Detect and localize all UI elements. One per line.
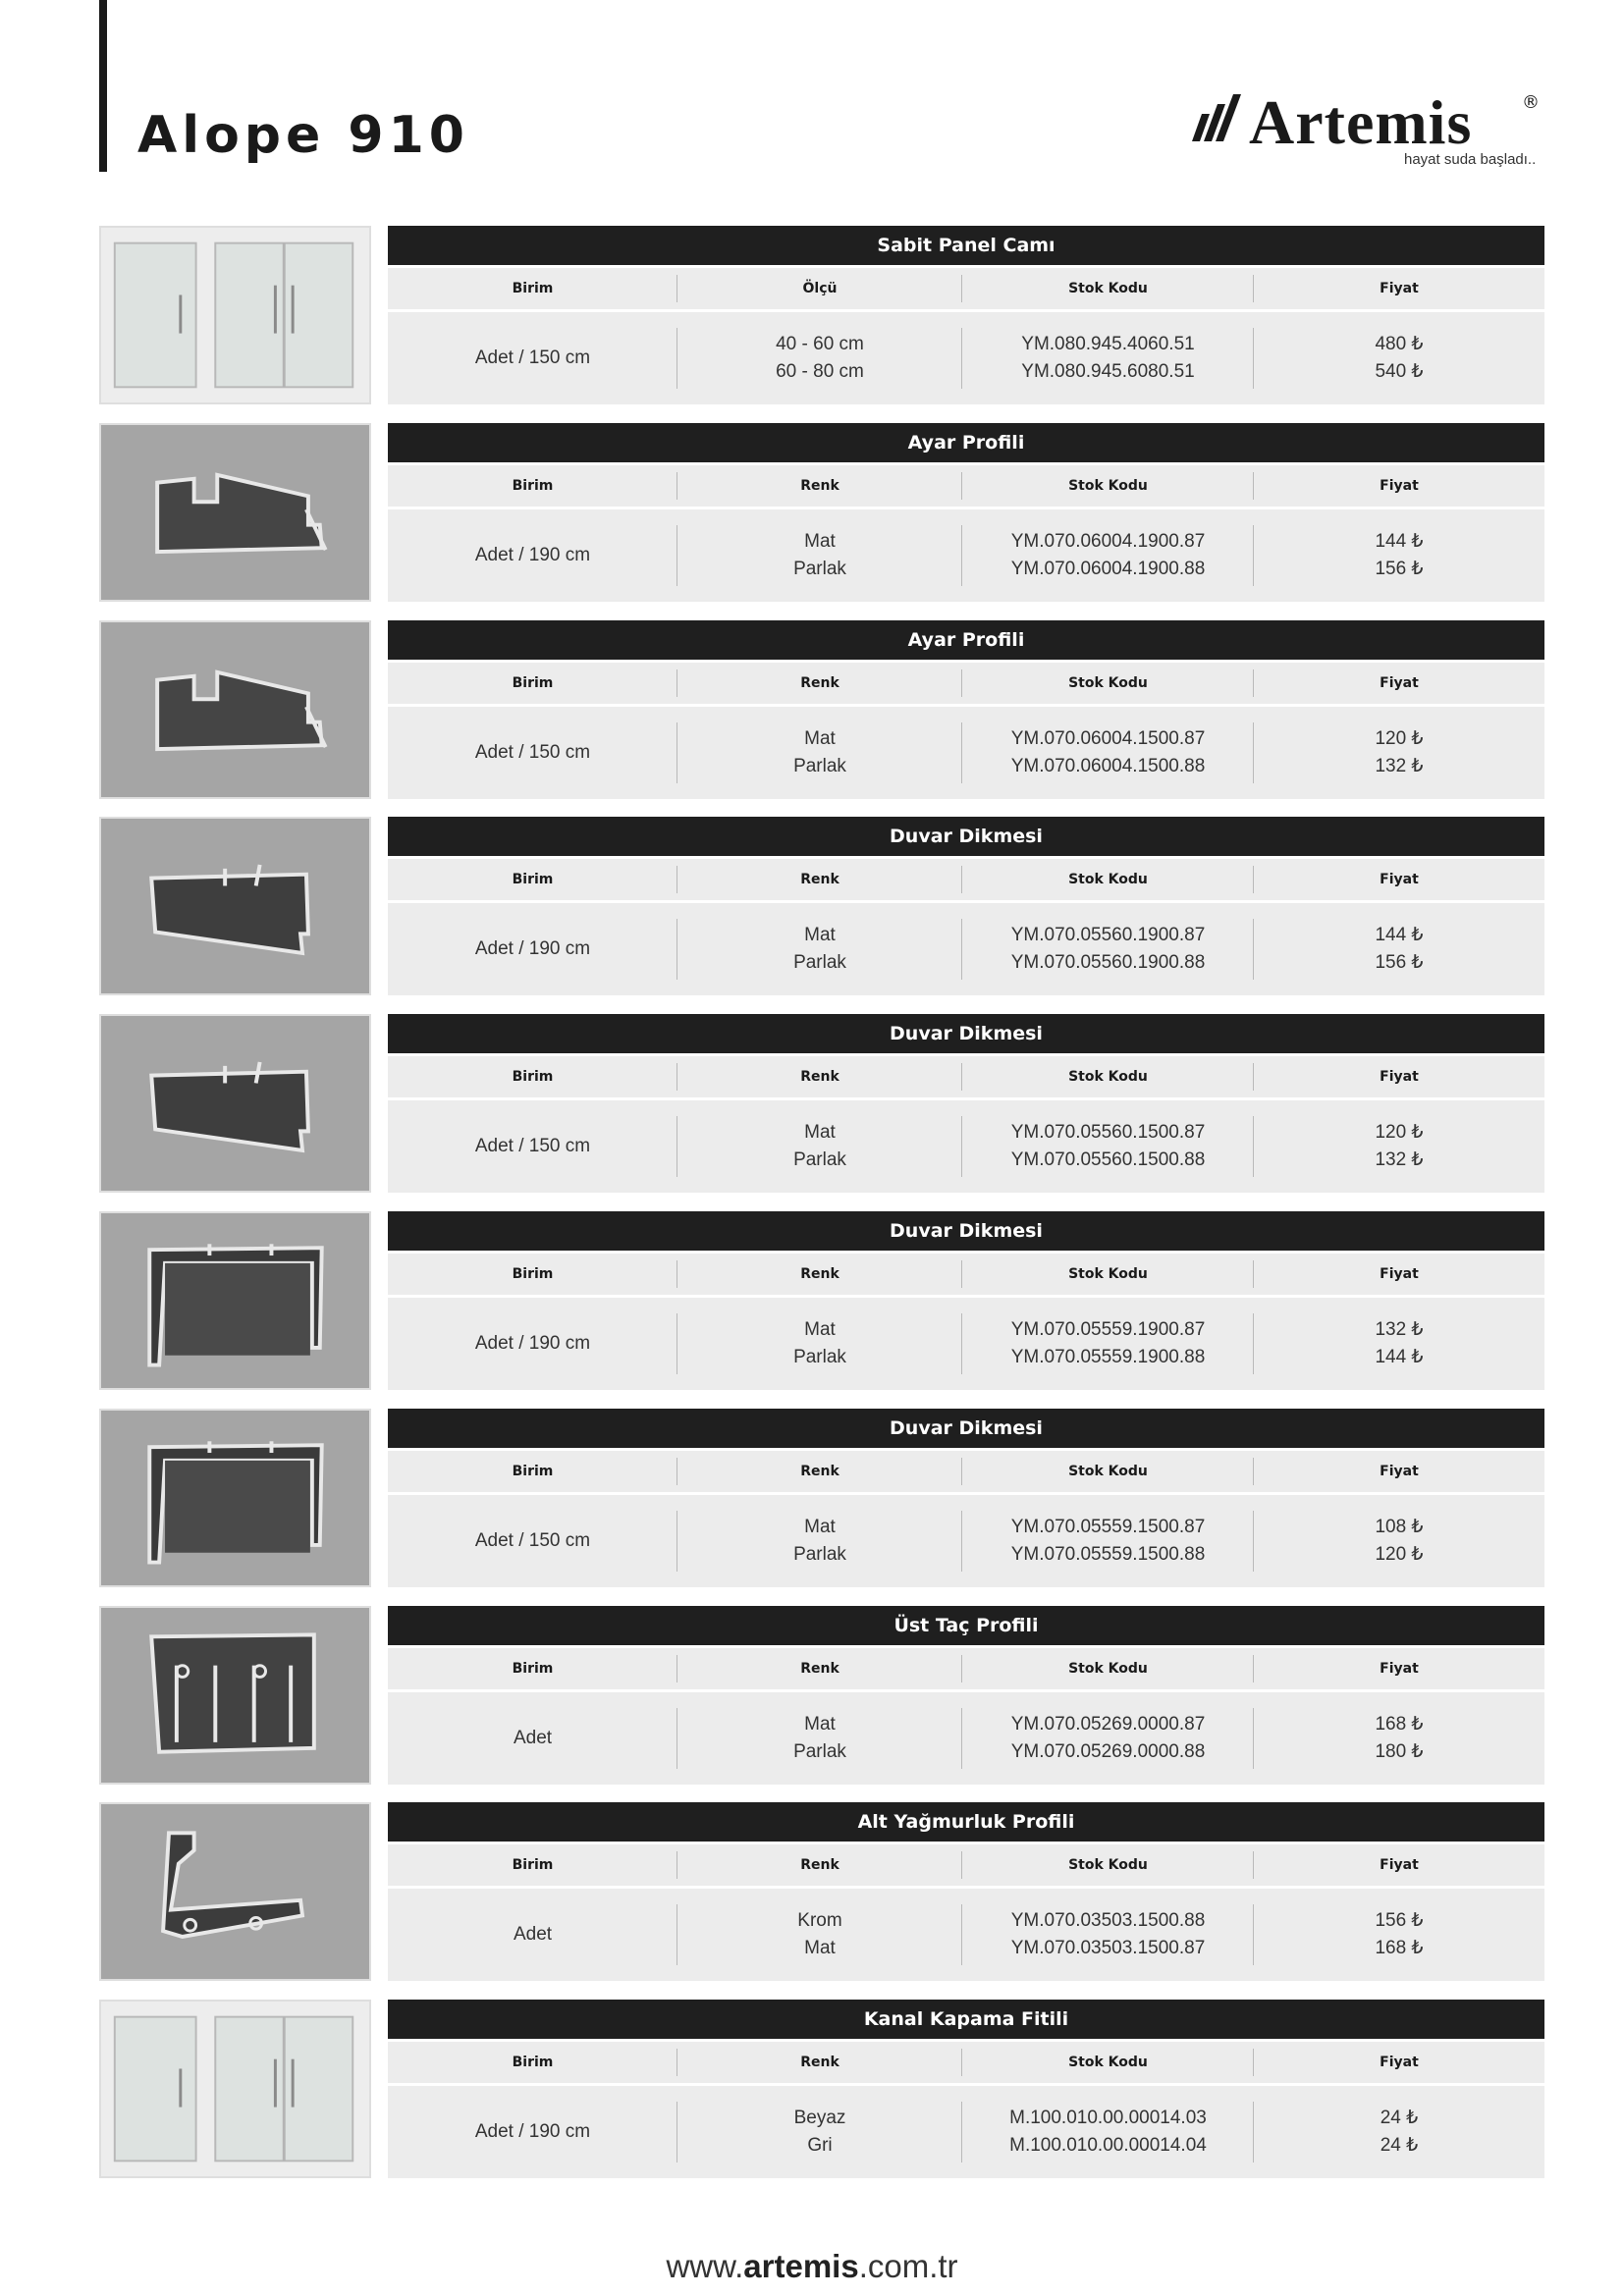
variant-value: Mat (804, 1122, 836, 1143)
variant-value: Mat (804, 1714, 836, 1735)
table-row (388, 1495, 1544, 1587)
column-divider (961, 1904, 962, 1965)
stock-code-value: YM.070.03503.1500.87 (1010, 1938, 1206, 1958)
stock-code-cell (962, 2086, 1254, 2178)
column-divider (1253, 866, 1254, 893)
price-value: 480 ₺ (1375, 334, 1424, 354)
product-section (0, 2000, 1624, 2180)
product-table (388, 1606, 1544, 1785)
variant-cell (677, 1692, 962, 1785)
column-divider (1253, 1904, 1254, 1965)
table-header-row (388, 2042, 1544, 2083)
unit-cell: Adet / 150 cm (474, 1136, 591, 1156)
product-title: Sabit Panel Camı (388, 226, 1544, 265)
variant-value: Parlak (793, 756, 846, 776)
table-row (388, 312, 1544, 404)
variant-value: Parlak (793, 559, 846, 579)
header-price: Fiyat (1380, 1069, 1419, 1085)
product-section (0, 1409, 1624, 1589)
product-title: Ayar Profili (388, 620, 1544, 660)
header-price: Fiyat (1380, 1464, 1419, 1479)
header-variant: Renk (800, 675, 839, 691)
header-price: Fiyat (1380, 1857, 1419, 1873)
stock-code-value: M.100.010.00.00014.03 (1009, 2108, 1207, 2128)
stock-code-cell (962, 1298, 1254, 1390)
product-title: Ayar Profili (388, 423, 1544, 462)
stock-code-value: YM.070.05559.1500.88 (1010, 1544, 1206, 1565)
table-header-row (388, 465, 1544, 507)
column-divider (1253, 2049, 1254, 2076)
column-divider (961, 722, 962, 783)
logo-stripes-icon (1188, 94, 1247, 143)
variant-cell (677, 1100, 962, 1193)
header-variant: Renk (800, 872, 839, 887)
price-value: 168 ₺ (1375, 1714, 1424, 1735)
column-divider (1253, 722, 1254, 783)
column-divider (961, 2102, 962, 2163)
table-row (388, 1298, 1544, 1390)
column-divider (1253, 919, 1254, 980)
header-price: Fiyat (1380, 478, 1419, 494)
product-image (99, 2000, 371, 2178)
table-row (388, 707, 1544, 799)
column-divider (961, 1116, 962, 1177)
price-cell (1254, 903, 1544, 995)
stock-code-cell (962, 1100, 1254, 1193)
header-unit: Birim (512, 1661, 554, 1677)
brand-logo (1188, 84, 1542, 173)
price-value: 540 ₺ (1375, 361, 1424, 382)
product-section (0, 423, 1624, 604)
stock-code-value: YM.070.05560.1500.88 (1010, 1149, 1206, 1170)
header-stock-code: Stok Kodu (1068, 872, 1148, 887)
product-table (388, 2000, 1544, 2178)
product-section (0, 1802, 1624, 1983)
product-image (99, 620, 371, 799)
header-unit: Birim (512, 478, 554, 494)
variant-value: Parlak (793, 1544, 846, 1565)
column-divider (1253, 1063, 1254, 1091)
variant-value: Beyaz (793, 2108, 846, 2128)
unit-cell: Adet / 190 cm (474, 1333, 591, 1354)
header-variant: Renk (800, 1069, 839, 1085)
column-divider (1253, 1511, 1254, 1572)
variant-value: Parlak (793, 952, 846, 973)
product-section (0, 1014, 1624, 1195)
column-divider (1253, 275, 1254, 302)
product-image (99, 1802, 371, 1981)
price-value: 156 ₺ (1375, 1910, 1424, 1931)
variant-value: Mat (804, 1938, 836, 1958)
stock-code-value: YM.070.05559.1900.87 (1010, 1319, 1206, 1340)
header-variant: Renk (800, 478, 839, 494)
price-value: 180 ₺ (1375, 1741, 1424, 1762)
stock-code-value: YM.070.06004.1900.87 (1010, 531, 1206, 552)
price-value: 132 ₺ (1375, 756, 1424, 776)
stock-code-value: YM.080.945.6080.51 (1021, 361, 1195, 382)
price-cell (1254, 1692, 1544, 1785)
header-stock-code: Stok Kodu (1068, 675, 1148, 691)
unit-cell: Adet / 190 cm (474, 2121, 591, 2142)
table-header-row (388, 663, 1544, 704)
price-value: 144 ₺ (1375, 531, 1424, 552)
column-divider (961, 1511, 962, 1572)
stock-code-value: YM.070.06004.1500.87 (1010, 728, 1206, 749)
column-divider (961, 2049, 962, 2076)
price-value: 144 ₺ (1375, 925, 1424, 945)
table-row (388, 1100, 1544, 1193)
price-cell (1254, 1100, 1544, 1193)
product-image (99, 226, 371, 404)
page-title: Alope 910 (137, 106, 469, 165)
column-divider (1253, 2102, 1254, 2163)
header-stock-code: Stok Kodu (1068, 1857, 1148, 1873)
product-section (0, 1211, 1624, 1392)
header-stock-code: Stok Kodu (1068, 478, 1148, 494)
column-divider (961, 328, 962, 389)
column-divider (1253, 472, 1254, 500)
price-cell (1254, 1495, 1544, 1587)
stock-code-cell (962, 707, 1254, 799)
product-table (388, 620, 1544, 799)
price-value: 120 ₺ (1375, 1122, 1424, 1143)
column-divider (1253, 1260, 1254, 1288)
product-title: Alt Yağmurluk Profili (388, 1802, 1544, 1842)
stock-code-cell (962, 1889, 1254, 1981)
product-section (0, 817, 1624, 997)
product-image (99, 1606, 371, 1785)
unit-cell: Adet / 190 cm (474, 938, 591, 959)
price-value: 120 ₺ (1375, 1544, 1424, 1565)
header-stock-code: Stok Kodu (1068, 1266, 1148, 1282)
header-unit: Birim (512, 2055, 554, 2070)
price-cell (1254, 1889, 1544, 1981)
header-variant: Renk (800, 1857, 839, 1873)
header-stock-code: Stok Kodu (1068, 1661, 1148, 1677)
product-title: Kanal Kapama Fitili (388, 2000, 1544, 2039)
product-title: Duvar Dikmesi (388, 1014, 1544, 1053)
column-divider (961, 1313, 962, 1374)
product-image (99, 1014, 371, 1193)
column-divider (961, 472, 962, 500)
column-divider (961, 1708, 962, 1769)
column-divider (961, 919, 962, 980)
table-header-row (388, 1254, 1544, 1295)
product-table (388, 1802, 1544, 1981)
variant-value: Krom (797, 1910, 842, 1931)
variant-cell (677, 509, 962, 602)
stock-code-cell (962, 509, 1254, 602)
variant-cell (677, 2086, 962, 2178)
unit-cell: Adet / 150 cm (474, 347, 591, 368)
variant-value: Mat (804, 728, 836, 749)
product-table (388, 817, 1544, 995)
column-divider (961, 866, 962, 893)
stock-code-cell (962, 312, 1254, 404)
table-header-row (388, 1648, 1544, 1689)
registered-mark: ® (1522, 92, 1540, 113)
stock-code-value: YM.080.945.4060.51 (1021, 334, 1195, 354)
column-divider (961, 1260, 962, 1288)
column-divider (1253, 328, 1254, 389)
stock-code-cell (962, 903, 1254, 995)
product-table (388, 226, 1544, 404)
header-unit: Birim (512, 281, 554, 296)
column-divider (961, 669, 962, 697)
price-value: 132 ₺ (1375, 1319, 1424, 1340)
price-value: 132 ₺ (1375, 1149, 1424, 1170)
header-price: Fiyat (1380, 872, 1419, 887)
variant-value: Mat (804, 1517, 836, 1537)
variant-cell (677, 707, 962, 799)
column-divider (961, 1851, 962, 1879)
column-divider (961, 275, 962, 302)
stock-code-value: YM.070.05559.1900.88 (1010, 1347, 1206, 1367)
column-divider (1253, 1655, 1254, 1682)
variant-cell (677, 903, 962, 995)
header-price: Fiyat (1380, 675, 1419, 691)
product-table (388, 1014, 1544, 1193)
website-link[interactable]: www.artemis.com.tr (666, 2248, 958, 2284)
price-cell (1254, 509, 1544, 602)
stock-code-value: YM.070.05269.0000.88 (1010, 1741, 1206, 1762)
header-unit: Birim (512, 1464, 554, 1479)
column-divider (1253, 525, 1254, 586)
header-variant: Renk (800, 1464, 839, 1479)
price-cell (1254, 312, 1544, 404)
header-unit: Birim (512, 675, 554, 691)
variant-cell (677, 1298, 962, 1390)
variant-value: 60 - 80 cm (776, 361, 864, 382)
header-price: Fiyat (1380, 2055, 1419, 2070)
header-stock-code: Stok Kodu (1068, 281, 1148, 296)
product-image (99, 423, 371, 602)
unit-cell: Adet (513, 1924, 553, 1945)
product-section (0, 1606, 1624, 1787)
header-variant: Ölçü (802, 281, 838, 296)
table-row (388, 903, 1544, 995)
table-row (388, 2086, 1544, 2178)
variant-value: Mat (804, 1319, 836, 1340)
variant-value: Parlak (793, 1347, 846, 1367)
product-title: Duvar Dikmesi (388, 1409, 1544, 1448)
brand-name: Artemis (1249, 87, 1473, 157)
price-cell (1254, 2086, 1544, 2178)
price-value: 156 ₺ (1375, 559, 1424, 579)
stock-code-value: YM.070.05560.1900.88 (1010, 952, 1206, 973)
variant-cell (677, 312, 962, 404)
table-header-row (388, 1451, 1544, 1492)
stock-code-cell (962, 1495, 1254, 1587)
column-divider (1253, 1116, 1254, 1177)
product-section (0, 620, 1624, 801)
product-table (388, 423, 1544, 602)
unit-cell: Adet / 190 cm (474, 545, 591, 565)
header-stock-code: Stok Kodu (1068, 2055, 1148, 2070)
column-divider (1253, 669, 1254, 697)
table-header-row (388, 859, 1544, 900)
stock-code-value: YM.070.05560.1500.87 (1010, 1122, 1206, 1143)
header-unit: Birim (512, 872, 554, 887)
column-divider (1253, 1851, 1254, 1879)
price-value: 24 ₺ (1380, 2108, 1419, 2128)
header-unit: Birim (512, 1857, 554, 1873)
unit-cell: Adet / 150 cm (474, 1530, 591, 1551)
price-value: 144 ₺ (1375, 1347, 1424, 1367)
price-value: 168 ₺ (1375, 1938, 1424, 1958)
header-unit: Birim (512, 1069, 554, 1085)
stock-code-cell (962, 1692, 1254, 1785)
price-cell (1254, 707, 1544, 799)
product-title: Üst Taç Profili (388, 1606, 1544, 1645)
product-image (99, 817, 371, 995)
price-value: 156 ₺ (1375, 952, 1424, 973)
column-divider (1253, 1708, 1254, 1769)
variant-value: 40 - 60 cm (776, 334, 864, 354)
stock-code-value: YM.070.05559.1500.87 (1010, 1517, 1206, 1537)
variant-cell (677, 1495, 962, 1587)
variant-value: Mat (804, 925, 836, 945)
title-accent-bar (99, 0, 107, 172)
header-unit: Birim (512, 1266, 554, 1282)
product-table (388, 1211, 1544, 1390)
header-price: Fiyat (1380, 1266, 1419, 1282)
stock-code-value: M.100.010.00.00014.04 (1009, 2135, 1207, 2156)
stock-code-value: YM.070.06004.1500.88 (1010, 756, 1206, 776)
table-row (388, 1692, 1544, 1785)
price-value: 108 ₺ (1375, 1517, 1424, 1537)
variant-value: Parlak (793, 1149, 846, 1170)
table-header-row (388, 1056, 1544, 1097)
stock-code-value: YM.070.06004.1900.88 (1010, 559, 1206, 579)
header-variant: Renk (800, 1266, 839, 1282)
column-divider (961, 1655, 962, 1682)
variant-value: Parlak (793, 1741, 846, 1762)
product-image (99, 1409, 371, 1587)
stock-code-value: YM.070.03503.1500.88 (1010, 1910, 1206, 1931)
table-header-row (388, 268, 1544, 309)
column-divider (961, 1458, 962, 1485)
product-image (99, 1211, 371, 1390)
header-price: Fiyat (1380, 281, 1419, 296)
product-section (0, 226, 1624, 406)
unit-cell: Adet / 150 cm (474, 742, 591, 763)
header-variant: Renk (800, 1661, 839, 1677)
variant-value: Gri (807, 2135, 833, 2156)
header-stock-code: Stok Kodu (1068, 1464, 1148, 1479)
table-header-row (388, 1844, 1544, 1886)
variant-value: Mat (804, 531, 836, 552)
header-variant: Renk (800, 2055, 839, 2070)
product-title: Duvar Dikmesi (388, 817, 1544, 856)
stock-code-value: YM.070.05269.0000.87 (1010, 1714, 1206, 1735)
table-row (388, 509, 1544, 602)
price-value: 24 ₺ (1380, 2135, 1419, 2156)
price-cell (1254, 1298, 1544, 1390)
variant-cell (677, 1889, 962, 1981)
table-row (388, 1889, 1544, 1981)
header-stock-code: Stok Kodu (1068, 1069, 1148, 1085)
product-table (388, 1409, 1544, 1587)
price-value: 120 ₺ (1375, 728, 1424, 749)
unit-cell: Adet (513, 1728, 553, 1748)
stock-code-value: YM.070.05560.1900.87 (1010, 925, 1206, 945)
header-price: Fiyat (1380, 1661, 1419, 1677)
product-title: Duvar Dikmesi (388, 1211, 1544, 1251)
column-divider (961, 525, 962, 586)
column-divider (1253, 1313, 1254, 1374)
brand-tagline: hayat suda başladı.. (1404, 151, 1537, 168)
column-divider (961, 1063, 962, 1091)
column-divider (1253, 1458, 1254, 1485)
